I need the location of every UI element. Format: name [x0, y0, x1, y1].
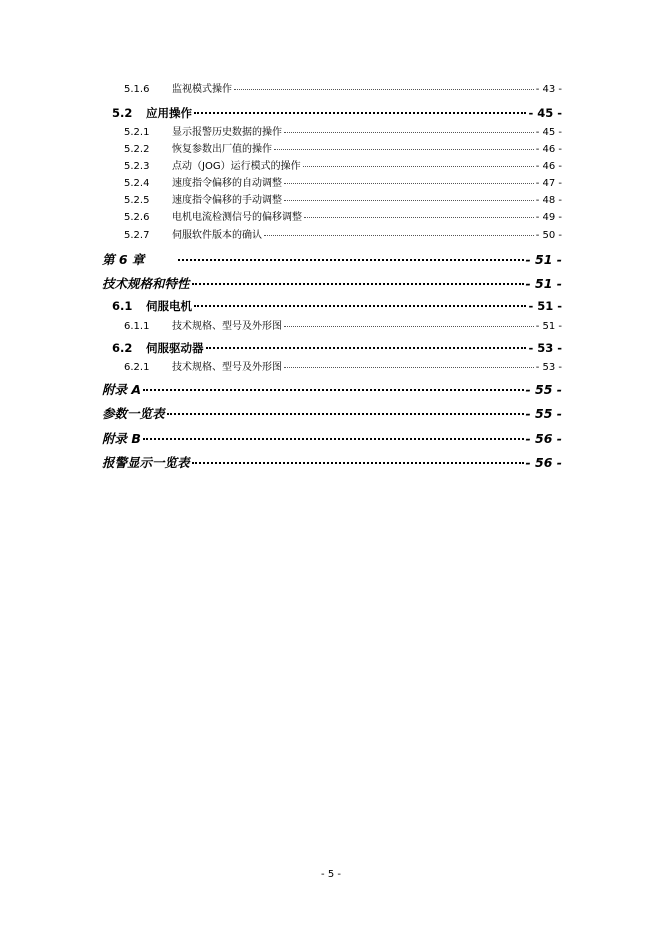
toc-entry-number: 5.2.3	[124, 161, 150, 172]
toc-entry-title: 第 6 章	[102, 252, 145, 267]
toc-entry-6-1-1[interactable]	[102, 317, 562, 332]
toc-entry-5-2-3[interactable]	[102, 157, 562, 172]
toc-entry-title: 报警显示一览表	[102, 455, 190, 470]
toc-entry-page: - 51 -	[525, 252, 562, 267]
toc-entry-title: 附录 B	[102, 431, 141, 446]
toc-entry-number: 6.2.1	[124, 362, 150, 373]
toc-entry-5-1-6[interactable]	[102, 80, 562, 95]
toc-entry-title: 速度指令偏移的手动调整	[172, 195, 282, 206]
toc-entry-page: - 43 -	[535, 84, 562, 95]
toc-leader-dots	[192, 462, 524, 464]
toc-leader-dots	[284, 132, 534, 133]
toc-entry-number: 6.1.1	[124, 321, 150, 332]
toc-entry-number: 5.2.7	[124, 230, 150, 241]
toc-entry-page: - 55 -	[525, 382, 562, 397]
toc-entry-6-1[interactable]	[102, 298, 562, 314]
toc-entry-5-2-5[interactable]	[102, 191, 562, 206]
toc-entry-page: - 49 -	[535, 212, 562, 223]
toc-entry-page: - 46 -	[535, 161, 562, 172]
toc-entry-number: 6.2	[112, 341, 133, 355]
toc-entry-number: 5.2.2	[124, 144, 150, 155]
toc-entry-page: - 45 -	[535, 127, 562, 138]
toc-entry-6-2[interactable]	[102, 340, 562, 356]
toc-entry-appendix-a[interactable]	[102, 380, 562, 398]
toc-entry-appendix-b[interactable]	[102, 429, 562, 447]
toc-entry-page: - 56 -	[525, 431, 562, 446]
toc-entry-title: 监视模式操作	[172, 84, 232, 95]
toc-entry-number: 5.2	[112, 106, 133, 120]
toc-leader-dots	[284, 326, 534, 327]
toc-entry-title: 技术规格、型号及外形图	[172, 321, 282, 332]
toc-leader-dots	[143, 389, 523, 391]
toc-entry-title: 恢复参数出厂值的操作	[172, 144, 272, 155]
toc-entry-tech-specs[interactable]	[102, 274, 562, 292]
toc-entry-title: 伺服电机	[146, 299, 192, 313]
toc-entry-page: - 45 -	[528, 106, 562, 120]
toc-entry-title: 点动（JOG）运行模式的操作	[172, 161, 301, 172]
toc-entry-number: 5.2.1	[124, 127, 150, 138]
toc-entry-5-2-2[interactable]	[102, 140, 562, 155]
toc-entry-chapter-6[interactable]	[102, 250, 562, 268]
toc-leader-dots	[143, 438, 524, 440]
toc-leader-dots	[194, 305, 526, 307]
toc-leader-dots	[284, 367, 534, 368]
toc-entry-number: 5.2.4	[124, 178, 150, 189]
toc-entry-alarm-list[interactable]	[102, 453, 562, 471]
toc-entry-parameter-list[interactable]	[102, 404, 562, 422]
toc-entry-number: 5.2.6	[124, 212, 150, 223]
toc-entry-5-2-4[interactable]	[102, 174, 562, 189]
toc-leader-dots	[178, 259, 524, 261]
toc-entry-title: 参数一览表	[102, 406, 165, 421]
toc-entry-title: 技术规格、型号及外形图	[172, 362, 282, 373]
page-number-footer: - 5 -	[321, 869, 341, 880]
toc-entry-5-2[interactable]	[102, 105, 562, 121]
toc-entry-5-2-1[interactable]	[102, 123, 562, 138]
toc-entry-number: 5.1.6	[124, 84, 150, 95]
toc-leader-dots	[192, 283, 524, 285]
toc-leader-dots	[167, 413, 524, 415]
toc-entry-page: - 51 -	[525, 276, 562, 291]
toc-entry-page: - 53 -	[528, 341, 562, 355]
toc-entry-page: - 48 -	[535, 195, 562, 206]
toc-leader-dots	[303, 166, 534, 167]
toc-entry-page: - 50 -	[535, 230, 562, 241]
toc-entry-page: - 56 -	[525, 455, 562, 470]
toc-entry-page: - 47 -	[535, 178, 562, 189]
toc-entry-title: 伺服软件版本的确认	[172, 230, 262, 241]
toc-entry-title: 电机电流检测信号的偏移调整	[172, 212, 302, 223]
toc-leader-dots	[234, 89, 534, 90]
toc-entry-page: - 51 -	[535, 321, 562, 332]
toc-entry-5-2-6[interactable]	[102, 208, 562, 223]
toc-entry-title: 伺服驱动器	[146, 341, 204, 355]
toc-entry-6-2-1[interactable]	[102, 358, 562, 373]
toc-leader-dots	[264, 235, 534, 236]
toc-leader-dots	[284, 200, 534, 201]
toc-entry-5-2-7[interactable]	[102, 226, 562, 241]
toc-entry-title: 显示报警历史数据的操作	[172, 127, 282, 138]
toc-leader-dots	[206, 347, 527, 349]
toc-entry-title: 技术规格和特性	[102, 276, 190, 291]
toc-leader-dots	[304, 217, 534, 218]
toc-entry-title: 速度指令偏移的自动调整	[172, 178, 282, 189]
toc-entry-number: 6.1	[112, 299, 133, 313]
toc-leader-dots	[194, 112, 526, 114]
toc-entry-page: - 55 -	[525, 406, 562, 421]
toc-entry-page: - 46 -	[535, 144, 562, 155]
toc-leader-dots	[284, 183, 534, 184]
toc-entry-number: 5.2.5	[124, 195, 150, 206]
toc-entry-title: 附录 A	[102, 382, 142, 397]
toc-entry-title: 应用操作	[146, 106, 192, 120]
toc-entry-page: - 51 -	[528, 299, 562, 313]
toc-leader-dots	[274, 149, 534, 150]
toc-entry-page: - 53 -	[535, 362, 562, 373]
